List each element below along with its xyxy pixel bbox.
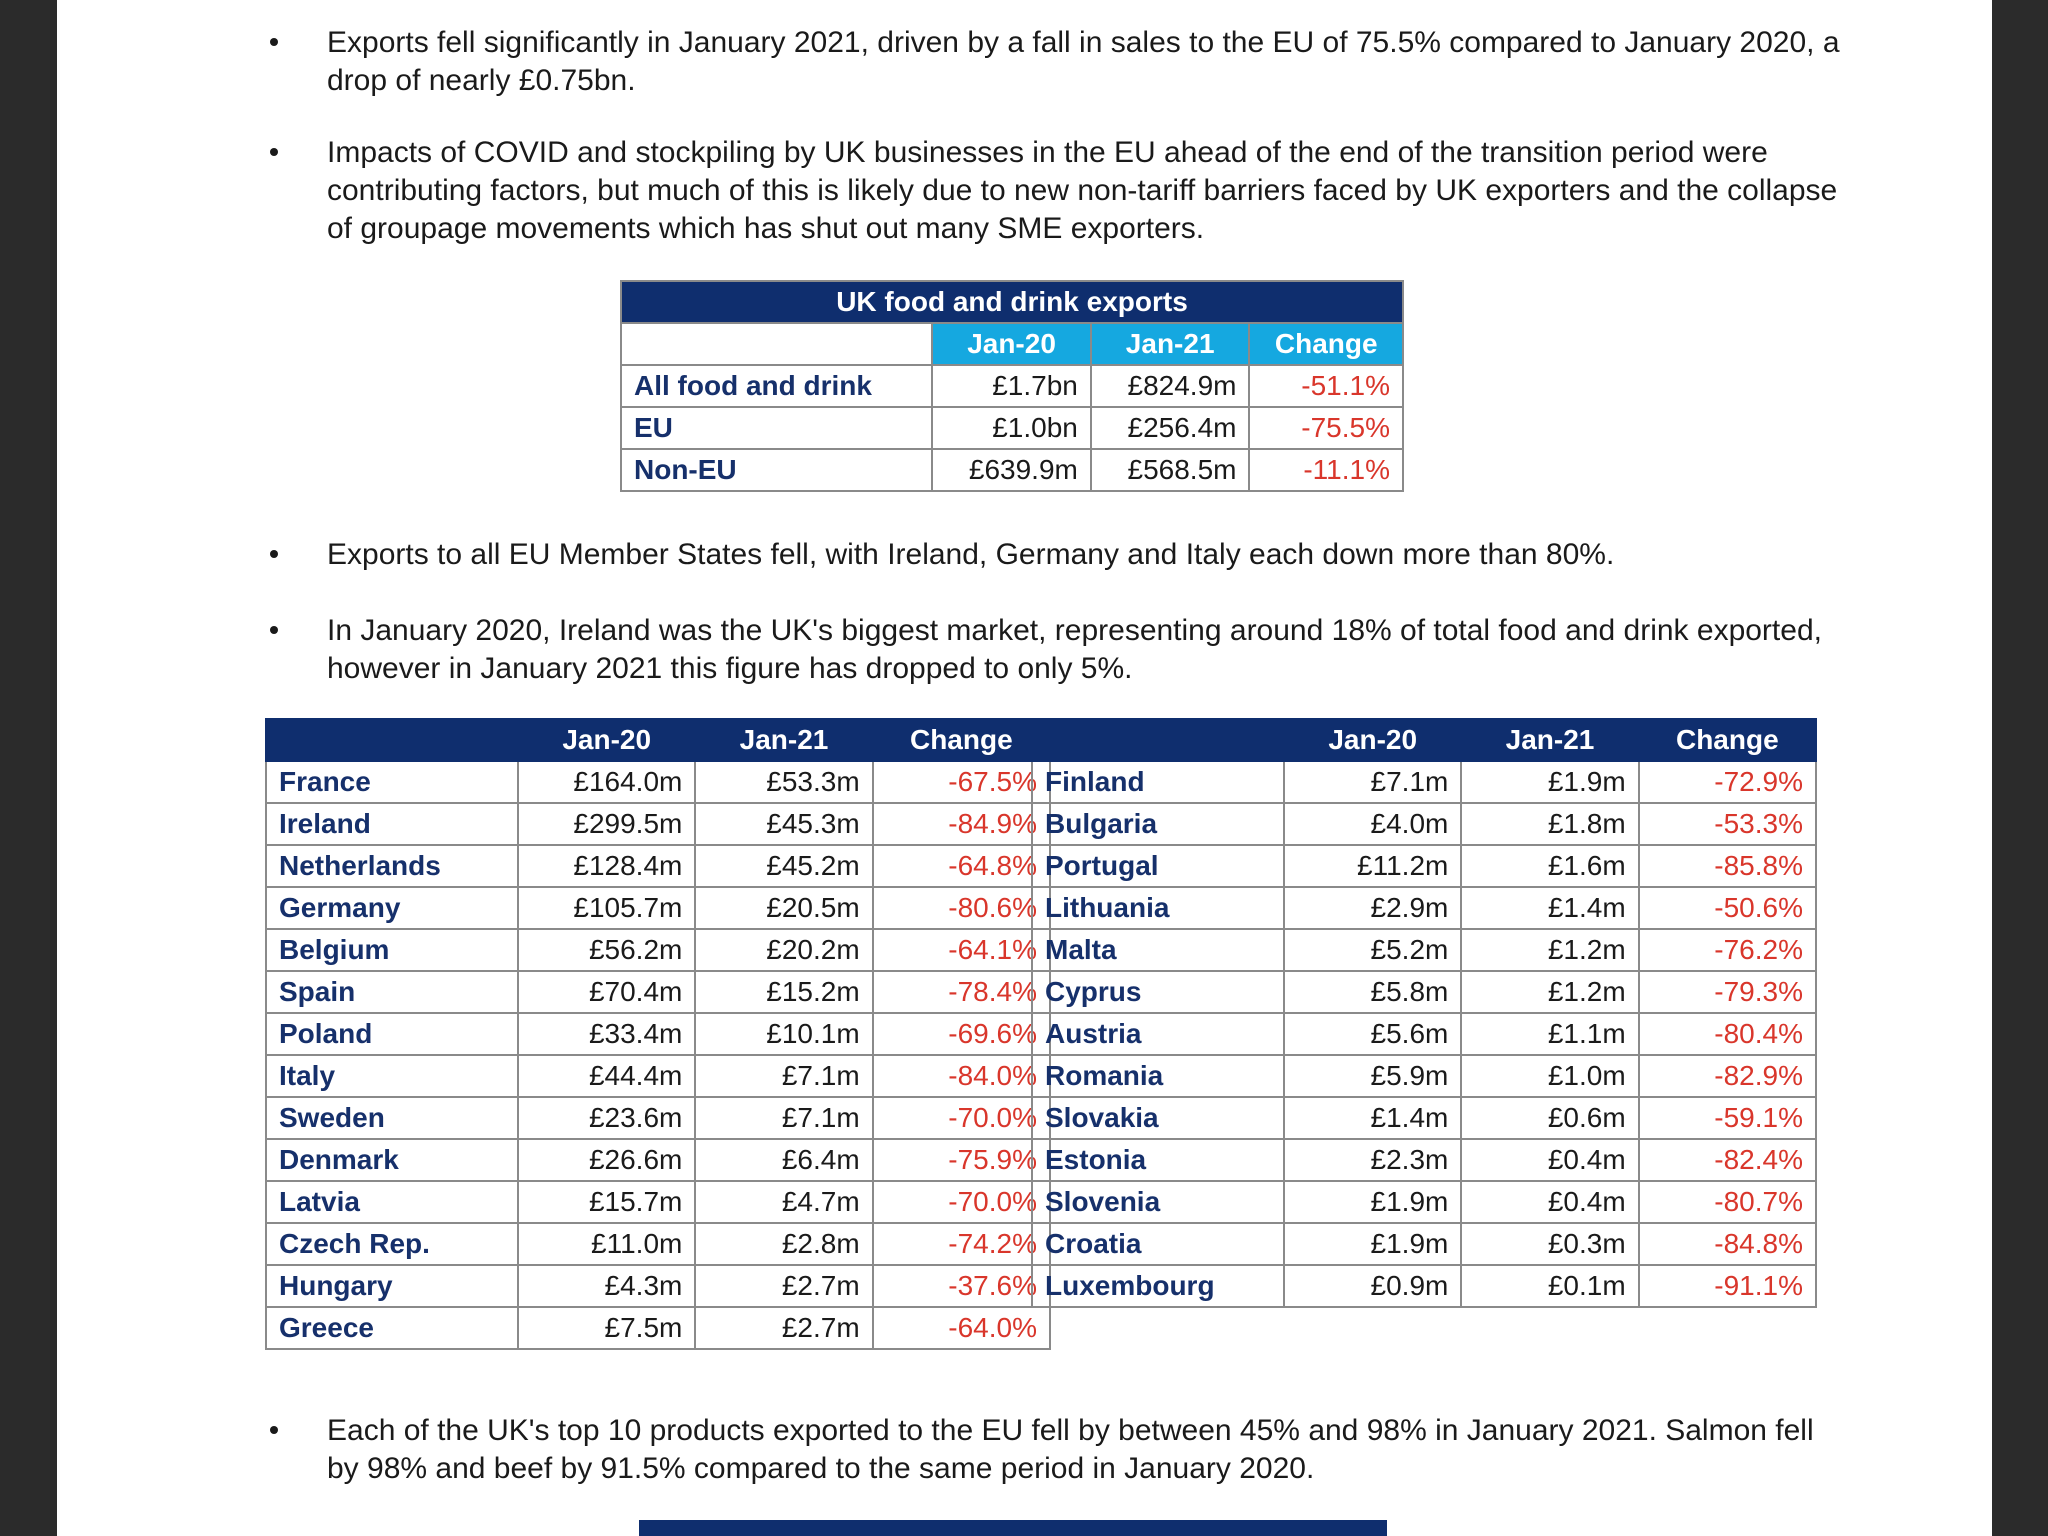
row-jan20: £1.7bn xyxy=(932,365,1091,407)
table-row xyxy=(621,449,1403,491)
row-jan21: £2.7m xyxy=(695,1307,872,1349)
row-jan20: £33.4m xyxy=(518,1013,695,1055)
row-label: Italy xyxy=(266,1055,518,1097)
row-jan21: £1.9m xyxy=(1461,761,1638,803)
row-jan20: £5.9m xyxy=(1284,1055,1461,1097)
row-change: -59.1% xyxy=(1639,1097,1816,1139)
row-label: Estonia xyxy=(1032,1139,1284,1181)
row-label: Netherlands xyxy=(266,845,518,887)
row-change: -84.8% xyxy=(1639,1223,1816,1265)
table-row xyxy=(266,1055,1050,1097)
row-jan21: £2.7m xyxy=(695,1265,872,1307)
row-label: Greece xyxy=(266,1307,518,1349)
row-jan20: £4.0m xyxy=(1284,803,1461,845)
bullet-dot xyxy=(270,1426,278,1434)
bullet-text: In January 2020, Ireland was the UK's biggest market, representing around 18% of total food and drink exported, however in January 2021 this figure has dropped to only 5%. xyxy=(327,614,1822,685)
row-jan21: £45.2m xyxy=(695,845,872,887)
row-jan20: £7.1m xyxy=(1284,761,1461,803)
row-label: Germany xyxy=(266,887,518,929)
row-change: -64.0% xyxy=(873,1307,1050,1349)
row-jan21: £1.2m xyxy=(1461,929,1638,971)
document-page xyxy=(57,0,1992,1536)
row-label: Malta xyxy=(1032,929,1284,971)
table-row xyxy=(1032,1013,1816,1055)
right-col-jan20: Jan-20 xyxy=(1284,719,1461,761)
row-label: Latvia xyxy=(266,1181,518,1223)
left-col-jan20: Jan-20 xyxy=(518,719,695,761)
table-row xyxy=(1032,845,1816,887)
bullet-text: Exports fell significantly in January 2021, driven by a fall in sales to the EU of 75.5% compared to January 2020, a drop of nearly £0.75bn. xyxy=(327,26,1840,97)
row-label: Non-EU xyxy=(621,449,932,491)
row-label: Portugal xyxy=(1032,845,1284,887)
row-jan20: £164.0m xyxy=(518,761,695,803)
table-row xyxy=(1032,1055,1816,1097)
row-jan20: £44.4m xyxy=(518,1055,695,1097)
table-row xyxy=(1032,1181,1816,1223)
row-jan20: £0.9m xyxy=(1284,1265,1461,1307)
row-jan21: £1.6m xyxy=(1461,845,1638,887)
row-label: Spain xyxy=(266,971,518,1013)
table-row xyxy=(266,803,1050,845)
row-change: -64.8% xyxy=(873,845,1050,887)
table-row xyxy=(266,1223,1050,1265)
row-change: -76.2% xyxy=(1639,929,1816,971)
row-jan21: £1.4m xyxy=(1461,887,1638,929)
row-change: -84.9% xyxy=(873,803,1050,845)
row-jan20: £5.8m xyxy=(1284,971,1461,1013)
row-jan21: £568.5m xyxy=(1091,449,1250,491)
table-row xyxy=(1032,1223,1816,1265)
row-jan21: £53.3m xyxy=(695,761,872,803)
row-change: -67.5% xyxy=(873,761,1050,803)
row-change: -50.6% xyxy=(1639,887,1816,929)
row-label: Hungary xyxy=(266,1265,518,1307)
table-row xyxy=(266,971,1050,1013)
row-label: Lithuania xyxy=(1032,887,1284,929)
row-jan21: £0.4m xyxy=(1461,1139,1638,1181)
row-jan21: £15.2m xyxy=(695,971,872,1013)
row-jan20: £15.7m xyxy=(518,1181,695,1223)
row-jan20: £105.7m xyxy=(518,887,695,929)
row-change: -69.6% xyxy=(873,1013,1050,1055)
row-label: All food and drink xyxy=(621,365,932,407)
bullet-dot xyxy=(270,550,278,558)
table-row xyxy=(266,845,1050,887)
row-jan21: £6.4m xyxy=(695,1139,872,1181)
row-change: -82.4% xyxy=(1639,1139,1816,1181)
row-jan21: £0.3m xyxy=(1461,1223,1638,1265)
row-jan20: £299.5m xyxy=(518,803,695,845)
row-jan21: £45.3m xyxy=(695,803,872,845)
table-row xyxy=(1032,1097,1816,1139)
row-label: Luxembourg xyxy=(1032,1265,1284,1307)
row-change: -82.9% xyxy=(1639,1055,1816,1097)
summary-col-jan21: Jan-21 xyxy=(1091,323,1250,365)
row-label: Denmark xyxy=(266,1139,518,1181)
row-label: France xyxy=(266,761,518,803)
row-label: EU xyxy=(621,407,932,449)
row-change: -80.4% xyxy=(1639,1013,1816,1055)
row-change: -70.0% xyxy=(873,1181,1050,1223)
row-change: -51.1% xyxy=(1249,365,1403,407)
row-jan20: £5.2m xyxy=(1284,929,1461,971)
summary-table xyxy=(620,280,1404,492)
row-jan20: £2.9m xyxy=(1284,887,1461,929)
row-change: -64.1% xyxy=(873,929,1050,971)
table-row xyxy=(266,1139,1050,1181)
row-jan21: £256.4m xyxy=(1091,407,1250,449)
table-row xyxy=(266,761,1050,803)
row-jan20: £56.2m xyxy=(518,929,695,971)
table-row xyxy=(621,365,1403,407)
table-row xyxy=(1032,929,1816,971)
row-jan20: £70.4m xyxy=(518,971,695,1013)
table-row xyxy=(266,929,1050,971)
table-row xyxy=(266,1307,1050,1349)
row-change: -91.1% xyxy=(1639,1265,1816,1307)
row-jan21: £2.8m xyxy=(695,1223,872,1265)
row-jan21: £7.1m xyxy=(695,1055,872,1097)
row-jan20: £23.6m xyxy=(518,1097,695,1139)
bullet-dot xyxy=(270,38,278,46)
row-label: Finland xyxy=(1032,761,1284,803)
row-change: -72.9% xyxy=(1639,761,1816,803)
row-jan21: £1.2m xyxy=(1461,971,1638,1013)
row-jan20: £11.0m xyxy=(518,1223,695,1265)
table-row xyxy=(266,1181,1050,1223)
row-change: -74.2% xyxy=(873,1223,1050,1265)
row-change: -84.0% xyxy=(873,1055,1050,1097)
row-jan21: £0.6m xyxy=(1461,1097,1638,1139)
row-change: -80.6% xyxy=(873,887,1050,929)
table-row xyxy=(1032,971,1816,1013)
row-label: Cyprus xyxy=(1032,971,1284,1013)
row-label: Sweden xyxy=(266,1097,518,1139)
row-label: Croatia xyxy=(1032,1223,1284,1265)
row-jan21: £1.1m xyxy=(1461,1013,1638,1055)
row-label: Poland xyxy=(266,1013,518,1055)
table-row xyxy=(266,887,1050,929)
table-row xyxy=(1032,1265,1816,1307)
row-jan20: £4.3m xyxy=(518,1265,695,1307)
left-col-change: Change xyxy=(873,719,1050,761)
row-label: Bulgaria xyxy=(1032,803,1284,845)
summary-col-jan20: Jan-20 xyxy=(932,323,1091,365)
table-row xyxy=(266,1013,1050,1055)
row-jan20: £1.0bn xyxy=(932,407,1091,449)
table-row xyxy=(1032,803,1816,845)
table-row xyxy=(1032,1139,1816,1181)
row-change: -11.1% xyxy=(1249,449,1403,491)
summary-table-title: UK food and drink exports xyxy=(621,281,1403,323)
row-label: Ireland xyxy=(266,803,518,845)
row-change: -85.8% xyxy=(1639,845,1816,887)
row-change: -79.3% xyxy=(1639,971,1816,1013)
row-label: Austria xyxy=(1032,1013,1284,1055)
row-jan20: £26.6m xyxy=(518,1139,695,1181)
bullet-text: Impacts of COVID and stockpiling by UK businesses in the EU ahead of the end of the transition period were contributing factors, but much of this is likely due to new non-tariff barriers faced by UK exporters and the collapse of groupage movements which has shut out many SME exporters. xyxy=(327,136,1838,245)
right-header-blank xyxy=(1032,719,1284,761)
row-label: Romania xyxy=(1032,1055,1284,1097)
countries-table-left xyxy=(265,718,1051,1350)
row-jan21: £20.5m xyxy=(695,887,872,929)
table-row xyxy=(1032,761,1816,803)
bullet-dot xyxy=(270,626,278,634)
row-jan20: £7.5m xyxy=(518,1307,695,1349)
row-jan20: £1.9m xyxy=(1284,1223,1461,1265)
row-jan21: £10.1m xyxy=(695,1013,872,1055)
bullet-text: Exports to all EU Member States fell, with Ireland, Germany and Italy each down more than 80%. xyxy=(327,538,1615,571)
row-jan20: £5.6m xyxy=(1284,1013,1461,1055)
row-jan20: £1.9m xyxy=(1284,1181,1461,1223)
summary-col-change: Change xyxy=(1249,323,1403,365)
row-jan20: £128.4m xyxy=(518,845,695,887)
row-change: -37.6% xyxy=(873,1265,1050,1307)
row-label: Belgium xyxy=(266,929,518,971)
table-row xyxy=(266,1265,1050,1307)
table-row xyxy=(621,407,1403,449)
countries-table-right xyxy=(1031,718,1817,1308)
row-jan21: £4.7m xyxy=(695,1181,872,1223)
left-col-jan21: Jan-21 xyxy=(695,719,872,761)
row-change: -78.4% xyxy=(873,971,1050,1013)
table-row xyxy=(266,1097,1050,1139)
row-jan21: £0.1m xyxy=(1461,1265,1638,1307)
row-jan21: £20.2m xyxy=(695,929,872,971)
left-header-blank xyxy=(266,719,518,761)
row-jan21: £0.4m xyxy=(1461,1181,1638,1223)
row-change: -80.7% xyxy=(1639,1181,1816,1223)
row-change: -75.9% xyxy=(873,1139,1050,1181)
bullet-dot xyxy=(270,148,278,156)
row-change: -75.5% xyxy=(1249,407,1403,449)
row-jan21: £1.0m xyxy=(1461,1055,1638,1097)
next-table-header xyxy=(639,1520,1387,1536)
row-jan20: £1.4m xyxy=(1284,1097,1461,1139)
row-jan20: £639.9m xyxy=(932,449,1091,491)
row-jan20: £11.2m xyxy=(1284,845,1461,887)
row-jan21: £824.9m xyxy=(1091,365,1250,407)
row-label: Czech Rep. xyxy=(266,1223,518,1265)
row-jan21: £1.8m xyxy=(1461,803,1638,845)
row-jan21: £7.1m xyxy=(695,1097,872,1139)
row-label: Slovakia xyxy=(1032,1097,1284,1139)
right-col-change: Change xyxy=(1639,719,1816,761)
table-row xyxy=(1032,887,1816,929)
row-label: Slovenia xyxy=(1032,1181,1284,1223)
bullet-text: Each of the UK's top 10 products exported to the EU fell by between 45% and 98% in January 2021. Salmon fell by 98% and beef by 91.5% compared to the same period in January 2020. xyxy=(327,1414,1814,1485)
right-col-jan21: Jan-21 xyxy=(1461,719,1638,761)
summary-header-blank xyxy=(621,323,932,365)
row-change: -53.3% xyxy=(1639,803,1816,845)
row-jan20: £2.3m xyxy=(1284,1139,1461,1181)
row-change: -70.0% xyxy=(873,1097,1050,1139)
